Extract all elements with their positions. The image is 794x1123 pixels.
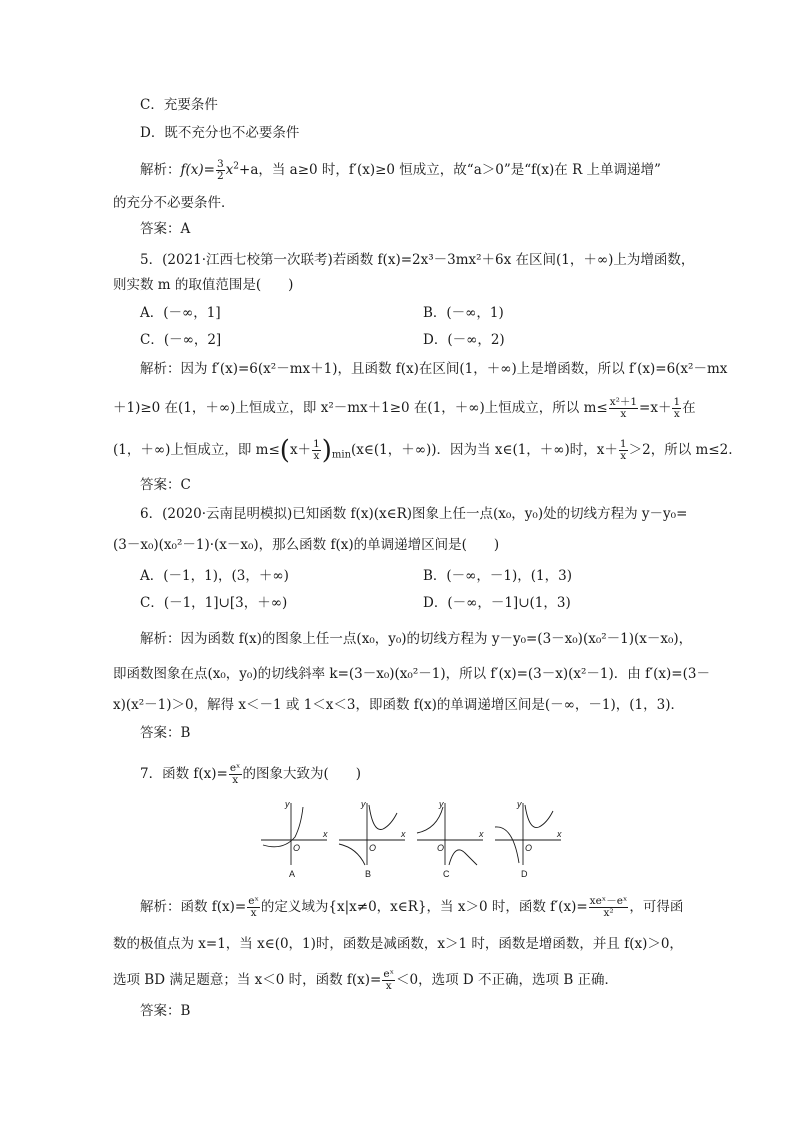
right-paren: ) [321, 435, 332, 466]
q5-stem-line1: 5．(2021·江西七校第一次联考)若函数 f(x)=2x³－3mx²＋6x 在区间(1，＋∞)上为增函数， [140, 252, 695, 268]
fraction-numerator: xeˣ－eˣ [589, 895, 628, 907]
curve-right [369, 805, 397, 830]
q6-stem-line1: 6．(2020·云南昆明模拟)已知函数 f(x)(x∈R)图象上任一点(x₀，y₀)处的切线方程为 y－y₀= [140, 506, 688, 522]
fraction [672, 397, 681, 420]
axis-x-label: x [557, 829, 562, 839]
q4-answer: 答案：A [140, 221, 191, 237]
fraction-numerator: 1 [619, 438, 627, 450]
fraction-denominator: x [620, 450, 627, 462]
fraction-numerator: 1 [673, 396, 681, 408]
fraction-denominator: x² [603, 907, 614, 919]
q6-answer: 答案：B [140, 725, 191, 741]
solution-text: ，可得函 [629, 899, 684, 915]
solution-text: ＞2，所以 m≤2. [628, 442, 733, 458]
graph-options-figure [255, 795, 565, 880]
solution-text: (x∈(1，＋∞))．因为当 x∈(1，＋∞)时，x＋ [351, 442, 618, 458]
fraction [312, 439, 321, 462]
q4-option-c: C．充要条件 [140, 97, 218, 113]
axis-y-label: y [285, 799, 290, 809]
q7-answer: 答案：B [140, 1003, 191, 1019]
q4-option-d: D．既不充分也不必要条件 [140, 125, 300, 141]
axis-x-label: x [479, 829, 484, 839]
q6-solution-line3: x)(x²－1)＞0，解得 x＜－1 或 1＜x＜3，即函数 f(x)的单调递增区间是(－∞，－1)，(1，3)． [113, 697, 685, 713]
q5-solution-line2 [113, 397, 696, 420]
graph-b [339, 803, 405, 865]
fraction-numerator: eˣ [383, 968, 395, 980]
q6-solution-line1: 解析：因为函数 f(x)的图象上任一点(x₀，y₀)的切线方程为 y－y₀=(3－x₀)(x₀²－1)(x－x₀)， [140, 631, 693, 647]
fraction [589, 896, 629, 919]
curve-left [417, 807, 443, 833]
axis-y-label: y [439, 799, 444, 809]
q6-solution-line2: 即函数图象在点(x₀，y₀)的切线斜率 k=(3－x₀)(x₀²－1)，所以 f′(x)=(3－x)(x²－1)．由 f′(x)=(3－ [113, 666, 710, 682]
fraction-numerator: eˣ [248, 895, 259, 907]
fraction [382, 969, 395, 992]
curve-left [339, 844, 365, 865]
q6-stem-line2: (3－x₀)(x₀²－1)·(x－x₀)，那么函数 f(x)的单调递增区间是( ) [113, 537, 500, 553]
solution-text: 选项 BD 满足题意；当 x＜0 时，函数 f(x)= [113, 972, 382, 988]
q7-solution-line2: 数的极值点为 x=1，当 x∈(0，1)时，函数是减函数，x＞1 时，函数是增函数，并且 f(x)＞0， [113, 936, 683, 952]
q4-analysis-line1 [140, 159, 661, 182]
graph-d [495, 803, 561, 865]
fraction-numerator: 1 [313, 438, 320, 450]
solution-text: 解析：函数 f(x)= [140, 899, 247, 915]
fraction-denominator: x [313, 450, 320, 462]
fraction-denominator: x [673, 408, 680, 420]
curve-right [449, 850, 477, 865]
fraction-denominator: x [250, 907, 257, 919]
solution-text: =x＋ [639, 400, 672, 416]
origin-label: O [369, 843, 377, 853]
axis-y-label: y [517, 799, 522, 809]
min-subscript: min [331, 449, 352, 461]
q5-option-a: A．(－∞，1] [140, 305, 221, 321]
q5-stem-line2: 则实数 m 的取值范围是( ) [113, 277, 294, 293]
q6-option-a: A．(－1，1)，(3，＋∞) [140, 568, 289, 584]
q7-stem [140, 763, 361, 786]
fraction [247, 896, 260, 919]
curve [263, 807, 303, 847]
fraction [229, 763, 242, 786]
fraction-denominator: x [620, 408, 627, 420]
axis-x-label: x [323, 829, 328, 839]
q5-option-d: D．(－∞，2) [423, 332, 505, 348]
q6-option-b: B．(－∞，－1)，(1，3) [423, 568, 573, 584]
fraction-numerator: eˣ [229, 762, 241, 774]
graph-label-a: A [289, 869, 296, 879]
q5-option-b: B．(－∞，1) [423, 305, 504, 321]
fraction [619, 439, 628, 462]
q5-solution-line1: 解析：因为 f′(x)=6(x²－mx＋1)，且函数 f(x)在区间(1，＋∞)上是增函数，所以 f′(x)=6(x²－mx [140, 361, 728, 377]
fraction-numerator: x²＋1 [609, 396, 638, 408]
fraction-denominator: x [232, 774, 239, 786]
stem-text: 7．函数 f(x)= [140, 766, 228, 782]
graph-label-b: B [365, 869, 372, 879]
q6-option-c: C．(－1，1]∪[3，＋∞) [140, 595, 288, 611]
q6-option-d: D．(－∞，－1]∪(1，3) [423, 595, 571, 611]
fraction-denominator: 2 [216, 170, 224, 182]
q5-solution-line3 [113, 435, 733, 466]
curve-left [495, 827, 519, 863]
solution-text: (1，＋∞)上恒成立，即 m≤ [113, 442, 280, 458]
origin-label: O [293, 843, 301, 853]
analysis-label: 解析： [140, 162, 181, 178]
graph-c [417, 803, 483, 865]
solution-text: ＋1)≥0 在(1，＋∞)上恒成立，即 x²－mx＋1≥0 在(1，＋∞)上恒成立，所以 m≤ [113, 400, 608, 416]
curve-right [525, 805, 553, 828]
analysis-fx: f(x)= [180, 162, 215, 178]
origin-label: O [437, 843, 445, 853]
stem-text: 的图象大致为( ) [242, 766, 362, 782]
axis-x-label: x [401, 829, 406, 839]
analysis-rest: +a，当 a≥0 时，f′(x)≥0 恒成立，故“a＞0”是“f(x)在 R 上单调递增” [239, 162, 661, 178]
solution-text: 的定义域为{x|x≠0，x∈R}，当 x＞0 时，函数 f′(x)= [260, 899, 588, 915]
left-paren: ( [279, 435, 290, 466]
graph-label-c: C [443, 869, 450, 879]
q7-solution-line1 [140, 896, 683, 919]
graph-a [261, 803, 327, 865]
q4-analysis-line2: 的充分不必要条件． [113, 195, 235, 211]
analysis-exponent: 2 [233, 161, 240, 172]
solution-text: x＋ [289, 442, 312, 458]
q7-solution-line3 [113, 969, 618, 992]
analysis-var: x [225, 162, 234, 178]
q5-option-c: C．(－∞，2] [140, 332, 222, 348]
q5-answer: 答案：C [140, 477, 191, 493]
graph-label-d: D [521, 869, 528, 879]
fraction-denominator: x [385, 980, 392, 992]
fraction [609, 397, 638, 420]
solution-text: 在 [682, 400, 696, 416]
fraction-numerator: 3 [216, 158, 224, 170]
origin-label: O [525, 843, 533, 853]
solution-text: ＜0，选项 D 不正确，选项 B 正确． [396, 972, 619, 988]
axis-y-label: y [361, 799, 366, 809]
fraction [216, 159, 225, 182]
